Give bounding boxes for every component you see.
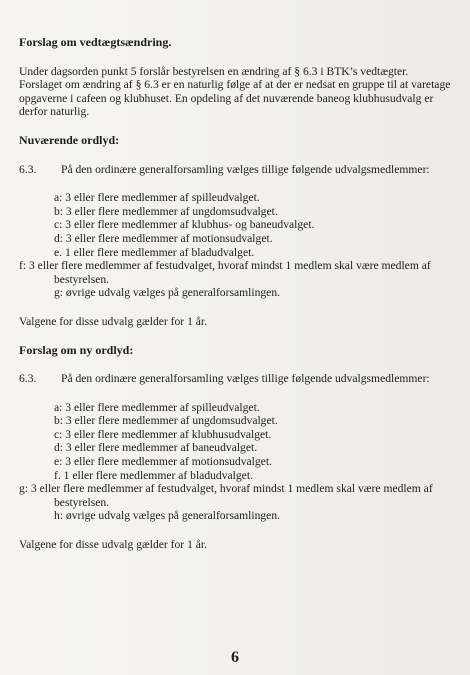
list-item: a: 3 eller flere medlemmer af spilleudvalget. xyxy=(54,191,260,205)
list-item: e. 1 eller flere medlemmer af bladudvalget. xyxy=(54,245,255,259)
new-clause xyxy=(19,372,451,386)
list-item: b: 3 eller flere medlemmer af ungdomsudvalget. xyxy=(54,414,278,428)
clause-text: På den ordinære generalforsamling vælges tillige følgende udvalgsmedlemmer: xyxy=(61,162,430,176)
document-body xyxy=(19,36,451,552)
clause-number: 6.3. xyxy=(19,162,37,176)
page-number: 6 xyxy=(231,649,239,666)
current-item-list xyxy=(54,191,451,259)
list-item: f. 1 eller flere medlemmer af bladudvalget. xyxy=(54,468,253,482)
new-closing: Valgene for disse udvalg gælder for 1 år. xyxy=(19,538,208,552)
list-item: d: 3 eller flere medlemmer af motionsudvalget. xyxy=(54,231,273,245)
section-heading-new: Forslag om ny ordlyd: xyxy=(19,342,134,357)
list-item: d: 3 eller flere medlemmer af baneudvalget. xyxy=(54,441,258,455)
intro-paragraph: Under dagsorden punkt 5 forslår bestyrelsen en ændring af § 6.3 i BTK’s vedtægter. Forslaget om ændring af § 6.3 er en naturlig følge af at der er nedsat en gruppe til at varetage opgaverne i cafeen og klubhuset. En opdeling af det nuværende baneog klubhusudvalg er derfor naturlig. xyxy=(19,64,451,119)
new-item-list xyxy=(54,401,451,483)
clause-text: På den ordinære generalforsamling vælges tillige følgende udvalgsmedlemmer: xyxy=(61,372,430,386)
current-closing: Valgene for disse udvalg gælder for 1 år. xyxy=(19,314,208,328)
list-item: g: 3 eller flere medlemmer af festudvalget, hvoraf mindst 1 medlem skal være medlem af bestyrelsen. xyxy=(19,482,433,509)
list-item: c: 3 eller flere medlemmer af klubhusudvalget. xyxy=(54,427,272,441)
list-item: h: øvrige udvalg vælges på generalforsamlingen. xyxy=(54,509,281,523)
list-item: f: 3 eller flere medlemmer af festudvalget, hvoraf mindst 1 medlem skal være medlem af bestyrelsen. xyxy=(19,259,431,286)
list-item: b: 3 eller flere medlemmer af ungdomsudvalget. xyxy=(54,204,278,218)
current-clause xyxy=(19,163,451,177)
list-item: g: øvrige udvalg vælges på generalforsamlingen. xyxy=(54,286,281,300)
clause-number: 6.3. xyxy=(19,372,37,386)
section-heading-proposal: Forslag om vedtægtsændring. xyxy=(19,35,172,49)
section-heading-current: Nuværende ordlyd: xyxy=(19,132,120,147)
list-item: e: 3 eller flere medlemmer af motionsudvalget. xyxy=(54,455,272,469)
list-item: c: 3 eller flere medlemmer af klubhus- og baneudvalget. xyxy=(54,218,315,232)
list-item: a: 3 eller flere medlemmer af spilleudvalget. xyxy=(54,400,260,414)
